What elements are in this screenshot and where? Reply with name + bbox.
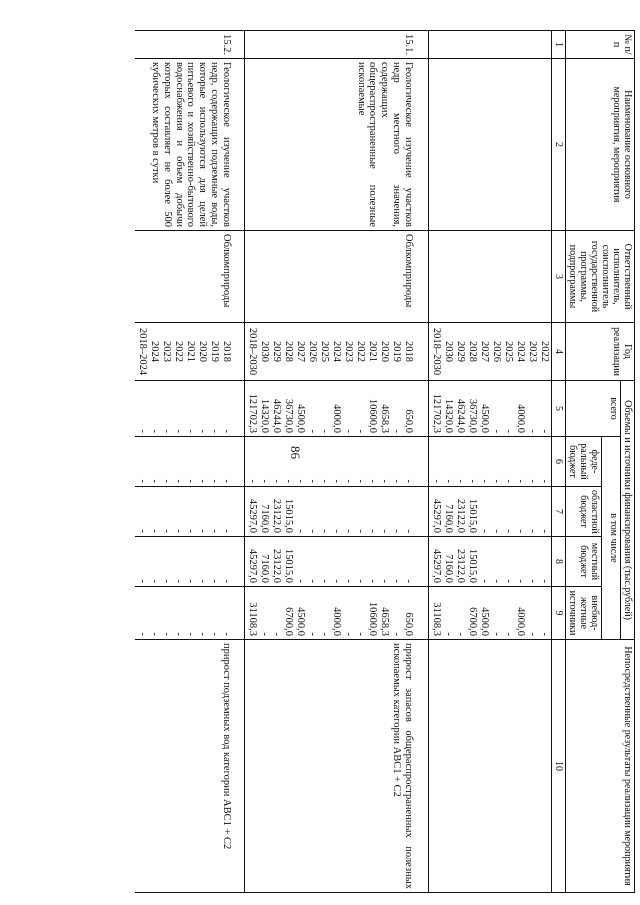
- cell-value: 14320,0: [259, 398, 270, 433]
- cell-value: -: [343, 479, 354, 483]
- index-cell: 10: [552, 640, 566, 893]
- cell-value: -: [221, 429, 232, 433]
- index-cell: 2: [552, 59, 566, 231]
- regional-list: [245, 487, 429, 537]
- cell-value: -: [503, 579, 514, 583]
- cell-value: -: [247, 479, 258, 483]
- cell-value: -: [515, 529, 526, 533]
- row-result: прирост подземных вод категории АВС1 + С2: [135, 640, 245, 893]
- cell-value: -: [379, 579, 390, 583]
- cell-value: -: [355, 579, 366, 583]
- cell-value: -: [355, 632, 366, 637]
- cell-value: -: [149, 529, 160, 533]
- table-row-15-2: [135, 31, 245, 893]
- cell-value: 15015,0: [467, 548, 478, 583]
- cell-value: -: [391, 479, 402, 483]
- cell-value: -: [355, 429, 366, 433]
- cell-value: -: [185, 529, 196, 533]
- cell-value: -: [185, 429, 196, 433]
- row-result: прирост запасов общераспространенных полезных ископаемых категории АВС1 + С2: [245, 640, 429, 893]
- cell-value: -: [331, 579, 342, 583]
- cell-value: 45297,0: [431, 548, 442, 583]
- cell-value: 4658,3: [379, 404, 390, 433]
- cell-value: -: [295, 529, 306, 533]
- cell-value: 4658,3: [379, 607, 390, 637]
- cell-value: 23122,0: [455, 498, 466, 533]
- header-federal: феде-ральный бюджет: [566, 437, 602, 487]
- cell-value: 2027: [295, 341, 306, 362]
- cell-value: 15015,0: [467, 498, 478, 533]
- cell-value: 15015,0: [283, 498, 294, 533]
- cell-value: -: [137, 632, 148, 637]
- cell-value: 36730,0: [283, 398, 294, 433]
- cell-value: 121702,3: [247, 393, 258, 433]
- cell-value: -: [137, 579, 148, 583]
- cell-value: -: [259, 479, 270, 483]
- federal-list: [429, 437, 552, 487]
- cell-value: -: [343, 529, 354, 533]
- cell-value: -: [149, 579, 160, 583]
- cell-value: -: [527, 429, 538, 433]
- cell-value: -: [149, 429, 160, 433]
- cell-value: -: [173, 579, 184, 583]
- row-executor: Облкомприроды: [135, 231, 245, 323]
- row-executor: Облкомприроды: [245, 231, 429, 323]
- cell-value: 2028: [283, 341, 294, 362]
- cell-value: -: [391, 579, 402, 583]
- cell-value: -: [515, 479, 526, 483]
- cell-value: 2018: [403, 341, 414, 362]
- local-list: [245, 537, 429, 587]
- cell-value: -: [185, 479, 196, 483]
- cell-value: 7160,0: [443, 504, 454, 533]
- cell-value: 2026: [307, 341, 318, 362]
- cell-value: 2029: [271, 341, 282, 362]
- cell-value: -: [161, 529, 172, 533]
- header-total: всего: [566, 381, 621, 437]
- cell-value: -: [343, 429, 354, 433]
- cell-value: -: [515, 579, 526, 583]
- cell-value: -: [149, 479, 160, 483]
- cell-value: 4000,0: [331, 404, 342, 433]
- cell-value: -: [539, 579, 550, 583]
- cell-value: 2022: [539, 341, 550, 362]
- index-cell: 7: [552, 487, 566, 537]
- cell-value: -: [137, 529, 148, 533]
- cell-value: -: [173, 529, 184, 533]
- rotated-table-page: [83, 30, 635, 892]
- cell-value: 4000,0: [515, 607, 526, 637]
- cell-value: 2018–2030: [431, 327, 442, 376]
- cell-value: -: [343, 632, 354, 637]
- cell-value: -: [527, 579, 538, 583]
- cell-value: -: [197, 479, 208, 483]
- cell-value: 4000,0: [331, 607, 342, 637]
- cell-value: -: [491, 529, 502, 533]
- cell-value: 23122,0: [271, 498, 282, 533]
- cell-value: -: [503, 429, 514, 433]
- cell-value: 7160,0: [259, 504, 270, 533]
- cell-value: -: [161, 479, 172, 483]
- index-cell: 9: [552, 587, 566, 640]
- extrabudgetary-list: [135, 587, 245, 640]
- cell-value: 2030: [259, 341, 270, 362]
- cell-value: 2025: [319, 341, 330, 362]
- cell-value: -: [137, 429, 148, 433]
- funding-table: [135, 30, 635, 893]
- cell-value: 2026: [491, 341, 502, 362]
- cell-value: 2027: [479, 341, 490, 362]
- cell-value: -: [379, 479, 390, 483]
- cell-value: 2018–2030: [247, 327, 258, 376]
- cell-value: -: [161, 429, 172, 433]
- cell-value: -: [491, 479, 502, 483]
- cell-value: -: [295, 479, 306, 483]
- cell-value: -: [209, 429, 220, 433]
- cell-value: 36730,0: [467, 398, 478, 433]
- header-regional: областной бюджет: [566, 487, 602, 537]
- cell-value: 2023: [343, 341, 354, 362]
- cell-value: 2020: [379, 341, 390, 362]
- table-row-15-1: [245, 31, 429, 893]
- local-list: [429, 537, 552, 587]
- cell-value: -: [539, 479, 550, 483]
- year-list: [245, 323, 429, 381]
- cell-value: 45297,0: [431, 498, 442, 533]
- cell-value: 46244,0: [271, 398, 282, 433]
- cell-value: 4500,0: [479, 404, 490, 433]
- cell-value: -: [283, 479, 294, 483]
- index-cell: 1: [552, 31, 566, 59]
- cell-value: 6700,0: [467, 607, 478, 637]
- cell-value: -: [319, 579, 330, 583]
- cell-value: -: [491, 632, 502, 637]
- cell-value: -: [391, 529, 402, 533]
- cell-value: 650,0: [403, 409, 414, 433]
- row-num: 15.2.: [135, 31, 245, 59]
- cell-value: -: [271, 632, 282, 637]
- cell-value: 46244,0: [455, 398, 466, 433]
- cell-value: 7160,0: [259, 554, 270, 583]
- cell-value: 4500,0: [479, 607, 490, 637]
- index-cell: 3: [552, 231, 566, 323]
- cell-value: 650,0: [403, 612, 414, 637]
- cell-value: -: [295, 579, 306, 583]
- cell-value: -: [197, 632, 208, 637]
- year-list: [135, 323, 245, 381]
- index-cell: 4: [552, 323, 566, 381]
- cell-value: -: [479, 579, 490, 583]
- extrabudgetary-list: [245, 587, 429, 640]
- cell-value: 121702,3: [431, 393, 442, 433]
- cell-value: -: [479, 479, 490, 483]
- cell-value: -: [161, 579, 172, 583]
- cell-value: -: [319, 479, 330, 483]
- cell-value: -: [367, 529, 378, 533]
- cell-value: -: [443, 479, 454, 483]
- cell-value: -: [331, 479, 342, 483]
- cell-value: -: [209, 632, 220, 637]
- cell-value: -: [197, 579, 208, 583]
- cell-value: -: [391, 429, 402, 433]
- federal-list: [245, 437, 429, 487]
- cell-value: -: [221, 479, 232, 483]
- cell-value: -: [307, 529, 318, 533]
- header-executor: Ответственный исполнитель, соисполнитель государственной программы, подпрограммы: [566, 231, 635, 323]
- cell-value: 2019: [391, 341, 402, 362]
- cell-value: 2024: [515, 341, 526, 362]
- cell-value: -: [221, 529, 232, 533]
- cell-value: -: [503, 479, 514, 483]
- page-number: 86: [288, 446, 303, 459]
- cell-value: 2029: [455, 341, 466, 362]
- header-num: № п/п: [566, 31, 635, 59]
- cell-value: -: [307, 429, 318, 433]
- cell-value: -: [173, 479, 184, 483]
- cell-value: 15015,0: [283, 548, 294, 583]
- cell-value: -: [259, 632, 270, 637]
- header-local: местный бюджет: [566, 537, 602, 587]
- cell-value: 23122,0: [271, 548, 282, 583]
- cell-value: 2018–2024: [137, 327, 148, 376]
- cell-value: 10600,0: [367, 398, 378, 433]
- cell-value: 45297,0: [247, 498, 258, 533]
- cell-value: -: [503, 632, 514, 637]
- cell-value: 4500,0: [295, 404, 306, 433]
- cell-value: 2030: [443, 341, 454, 362]
- cell-value: -: [343, 579, 354, 583]
- cell-value: -: [355, 529, 366, 533]
- index-cell: 5: [552, 381, 566, 437]
- total-list: [135, 381, 245, 437]
- cell-value: -: [173, 429, 184, 433]
- row-name: Геологическое изучение участков недр местного значения, содержащих общераспространенные полезные ископаемые: [245, 59, 429, 231]
- cell-value: -: [197, 529, 208, 533]
- total-list: [429, 381, 552, 437]
- row-name: Геологическое изучение участков недр, содержащих подземные воды, которые используются для целей питьевого и хозяйственно-бытового водоснабжения и объем добычи которых составляет не более 500 кубических метров в сутки: [135, 59, 245, 231]
- index-cell: 8: [552, 537, 566, 587]
- total-list: [245, 381, 429, 437]
- header-funding: Объемы и источники финансирования (тыс.рублей): [621, 381, 635, 640]
- cell-value: -: [355, 479, 366, 483]
- local-list: [135, 537, 245, 587]
- cell-value: -: [455, 632, 466, 637]
- cell-value: -: [185, 632, 196, 637]
- cell-value: -: [539, 429, 550, 433]
- cell-value: 2028: [467, 341, 478, 362]
- cell-value: -: [307, 632, 318, 637]
- cell-value: 6700,0: [283, 607, 294, 637]
- cell-value: -: [403, 579, 414, 583]
- cell-value: -: [431, 479, 442, 483]
- table-row-continuation: [429, 31, 552, 893]
- cell-value: -: [331, 529, 342, 533]
- cell-value: -: [367, 579, 378, 583]
- cell-value: -: [221, 579, 232, 583]
- cell-value: -: [467, 479, 478, 483]
- cell-value: 2025: [503, 341, 514, 362]
- cell-value: 31108,3: [247, 602, 258, 637]
- cell-value: 2020: [197, 341, 208, 362]
- cell-value: -: [271, 479, 282, 483]
- cell-value: 2021: [185, 341, 196, 362]
- cell-value: -: [491, 579, 502, 583]
- cell-value: 45297,0: [247, 548, 258, 583]
- cell-value: 10600,0: [367, 601, 378, 637]
- cell-value: 4500,0: [295, 607, 306, 637]
- header-extrabudgetary: внебюд-жетные источники: [566, 587, 602, 640]
- cell-value: -: [491, 429, 502, 433]
- cell-value: -: [391, 632, 402, 637]
- cell-value: -: [503, 529, 514, 533]
- cell-value: -: [185, 579, 196, 583]
- cell-value: 2023: [161, 341, 172, 362]
- row-num: 15.1.: [245, 31, 429, 59]
- cell-value: 2024: [149, 341, 160, 362]
- cell-value: -: [527, 479, 538, 483]
- cell-value: -: [173, 632, 184, 637]
- cell-value: -: [539, 632, 550, 637]
- cell-value: -: [209, 529, 220, 533]
- header-result: Непосредственные результаты реализации мероприятия: [566, 640, 635, 893]
- cell-value: 2023: [527, 341, 538, 362]
- cell-value: 2019: [209, 341, 220, 362]
- cell-value: -: [209, 479, 220, 483]
- cell-value: -: [319, 529, 330, 533]
- cell-value: -: [367, 479, 378, 483]
- cell-value: -: [455, 479, 466, 483]
- cell-value: 2021: [367, 341, 378, 362]
- cell-value: -: [527, 632, 538, 637]
- header-year: Год реализации: [566, 323, 635, 381]
- cell-value: -: [539, 529, 550, 533]
- cell-value: -: [403, 529, 414, 533]
- year-list: [429, 323, 552, 381]
- index-cell: 6: [552, 437, 566, 487]
- cell-value: -: [221, 632, 232, 637]
- cell-value: 14320,0: [443, 398, 454, 433]
- header-including: в том числе: [602, 437, 621, 640]
- cell-value: 2022: [355, 341, 366, 362]
- cell-value: -: [137, 479, 148, 483]
- cell-value: -: [379, 529, 390, 533]
- cell-value: 23122,0: [455, 548, 466, 583]
- regional-list: [429, 487, 552, 537]
- cell-value: -: [527, 529, 538, 533]
- cell-value: -: [443, 632, 454, 637]
- header-name: Наименование основного мероприятия, мероприятия: [566, 59, 635, 231]
- cell-value: 2018: [221, 341, 232, 362]
- cell-value: -: [319, 429, 330, 433]
- cell-value: -: [197, 429, 208, 433]
- cell-value: -: [403, 479, 414, 483]
- cell-value: -: [307, 579, 318, 583]
- extrabudgetary-list: [429, 587, 552, 640]
- cell-value: 4000,0: [515, 404, 526, 433]
- cell-value: -: [209, 579, 220, 583]
- cell-value: 2022: [173, 341, 184, 362]
- cell-value: -: [307, 479, 318, 483]
- federal-list: [135, 437, 245, 487]
- cell-value: -: [149, 632, 160, 637]
- cell-value: -: [161, 632, 172, 637]
- cell-value: -: [319, 632, 330, 637]
- cell-value: -: [479, 529, 490, 533]
- column-index-row: [552, 31, 566, 893]
- cell-value: 7160,0: [443, 554, 454, 583]
- regional-list: [135, 487, 245, 537]
- cell-value: 31108,3: [431, 602, 442, 637]
- cell-value: 2024: [331, 341, 342, 362]
